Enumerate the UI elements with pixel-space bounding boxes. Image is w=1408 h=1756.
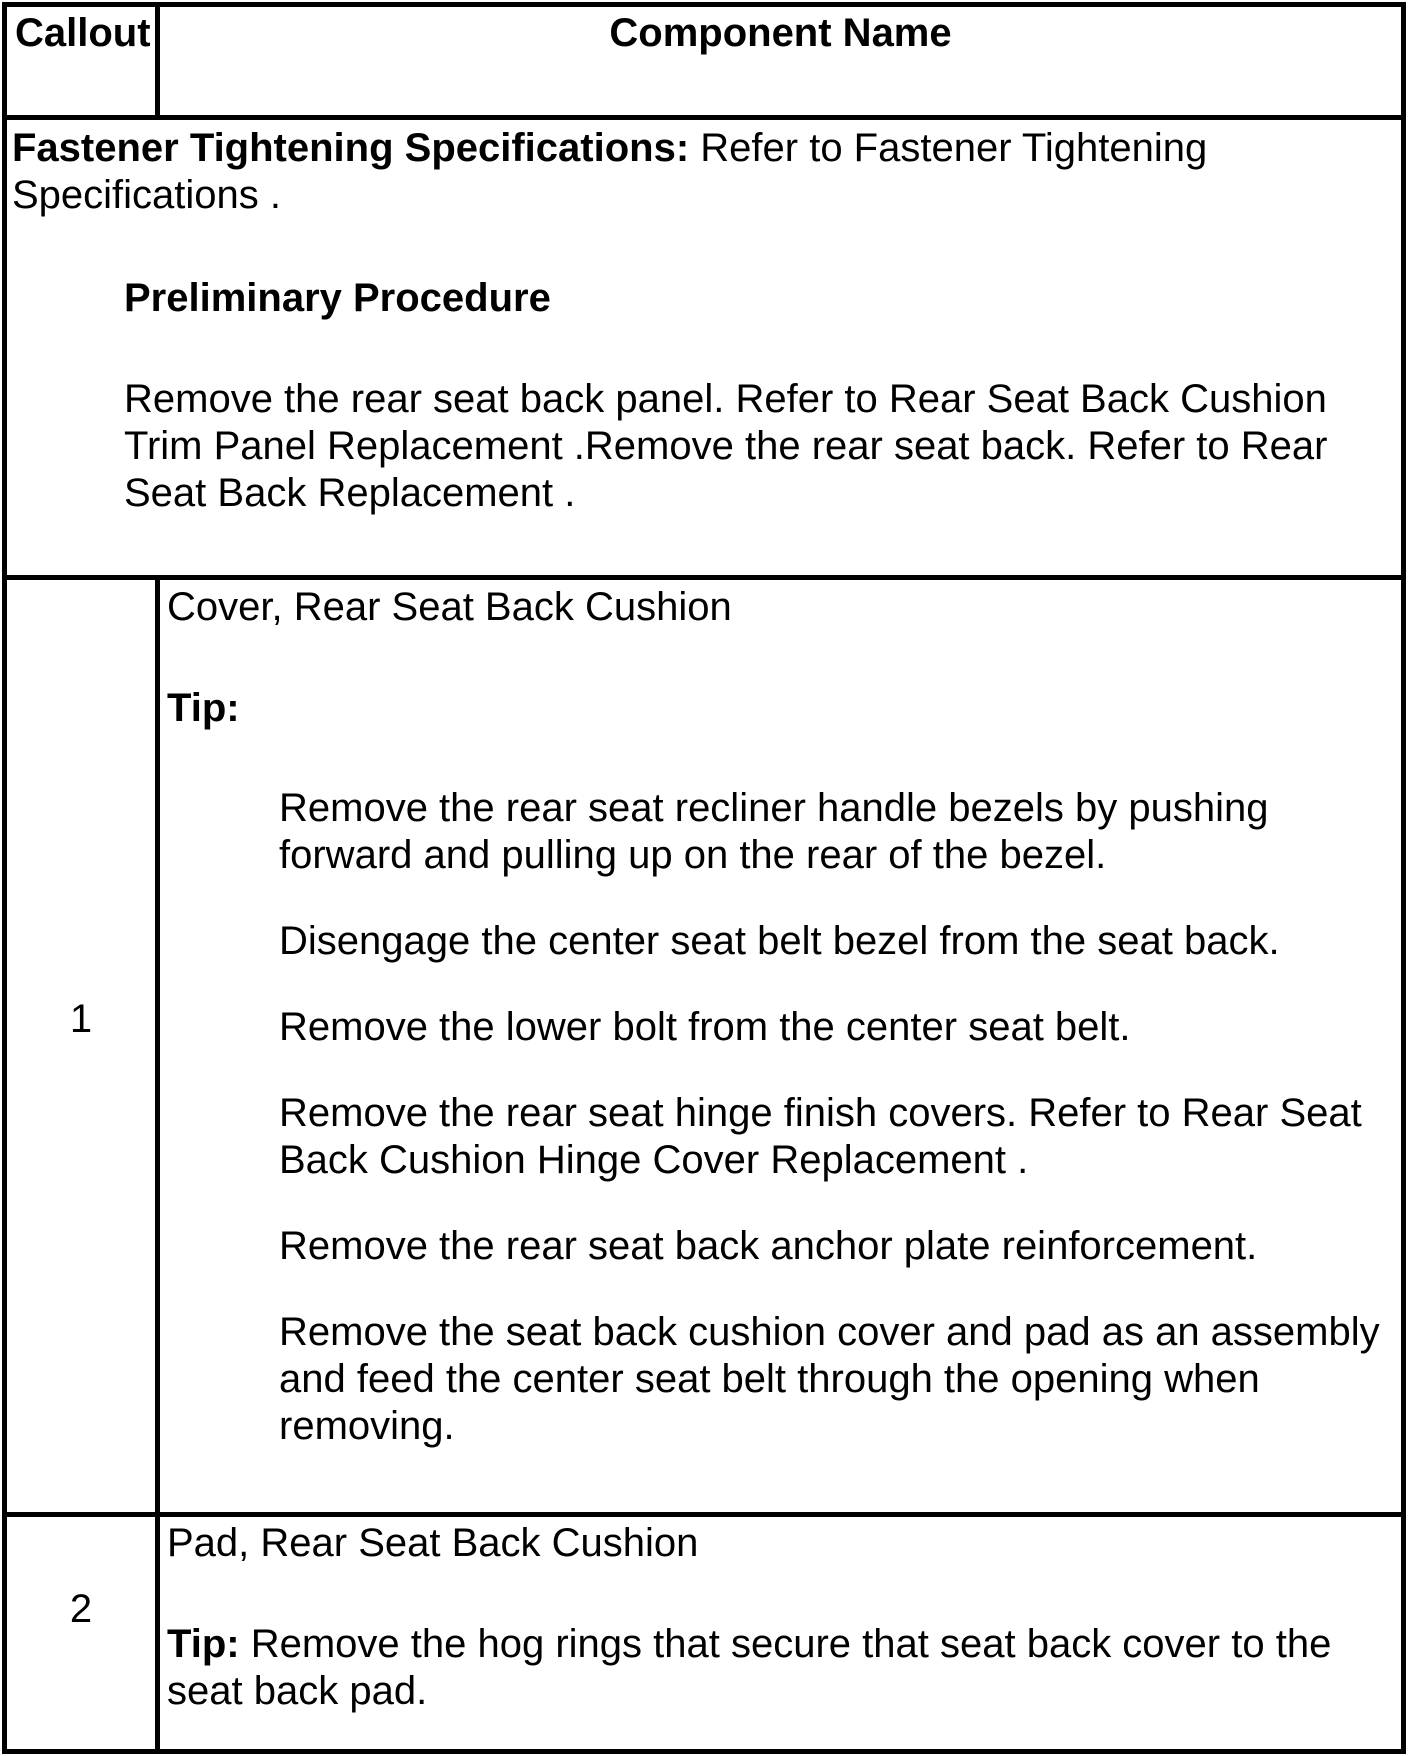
callout-number: 1 <box>69 997 93 1041</box>
preliminary-procedure-title: Preliminary Procedure <box>124 276 551 320</box>
row-divider <box>7 115 1401 120</box>
step-text: Remove the lower bolt from the center seat belt. <box>279 1005 1131 1049</box>
tip-label: Tip: <box>167 686 240 730</box>
step-text: forward and pulling up on the rear of the bezel. <box>279 833 1107 877</box>
prelim-line: Trim Panel Replacement .Remove the rear seat back. Refer to Rear <box>124 424 1328 468</box>
row-divider <box>7 575 1401 580</box>
callout-number: 2 <box>69 1587 93 1631</box>
tip-text: Remove the hog rings that secure that seat back cover to the <box>250 1622 1332 1666</box>
component-name: Cover, Rear Seat Back Cushion <box>167 585 732 629</box>
step-text: Back Cushion Hinge Cover Replacement . <box>279 1138 1029 1182</box>
step-text: Remove the rear seat recliner handle bezels by pushing <box>279 786 1269 830</box>
column-divider <box>155 575 160 1749</box>
step-text: and feed the center seat belt through the opening when <box>279 1357 1260 1401</box>
step-text: Remove the rear seat back anchor plate reinforcement. <box>279 1224 1258 1268</box>
component-name: Pad, Rear Seat Back Cushion <box>167 1521 699 1565</box>
header-component-name: Component Name <box>609 11 952 55</box>
prelim-line: Remove the rear seat back panel. Refer to Rear Seat Back Cushion <box>124 377 1327 421</box>
component-table <box>2 2 1406 1754</box>
fastener-spec-line <box>12 125 1207 172</box>
row-divider <box>7 1512 1401 1517</box>
fastener-spec-text-cont: Specifications . <box>12 173 282 217</box>
step-text: removing. <box>279 1404 455 1448</box>
tip-label: Tip: <box>167 1622 240 1666</box>
step-text: Remove the seat back cushion cover and pad as an assembly <box>279 1310 1380 1354</box>
tip-line <box>167 1621 1331 1668</box>
prelim-line: Seat Back Replacement . <box>124 471 576 515</box>
fastener-spec-label: Fastener Tightening Specifications: <box>12 126 690 170</box>
step-text: Disengage the center seat belt bezel from the seat back. <box>279 919 1280 963</box>
fastener-spec-text: Refer to Fastener Tightening <box>700 126 1208 170</box>
step-text: Remove the rear seat hinge finish covers. Refer to Rear Seat <box>279 1091 1362 1135</box>
header-callout: Callout <box>15 11 151 55</box>
tip-text-cont: seat back pad. <box>167 1669 428 1713</box>
